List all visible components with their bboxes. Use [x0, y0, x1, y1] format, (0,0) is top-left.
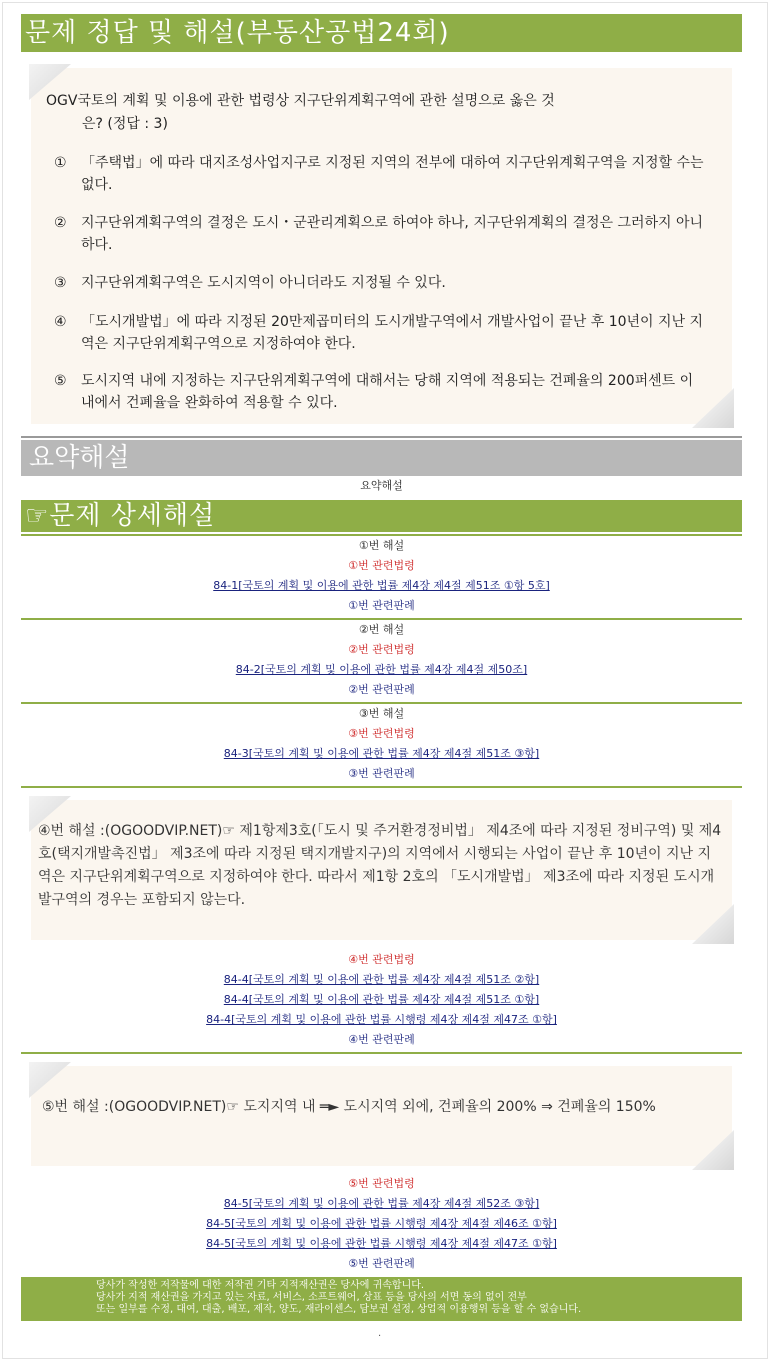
footer-line2: 당사가 지적 재산권을 가지고 있는 자료, 서비스, 소프트웨어, 상표 등을 당사의 서면 동의 없이 전부: [96, 1292, 527, 1303]
s2-law-link[interactable]: 84-2[국토의 계획 및 이용에 관한 법률 제4장 제4절 제50조]: [235, 663, 528, 676]
s1-law-title: ①번 관련법령: [348, 559, 415, 572]
copyright-footer: [21, 1277, 742, 1321]
summary-text: 요약해설: [360, 479, 403, 492]
option-1-number: ①: [54, 155, 67, 171]
section-divider: [21, 1052, 742, 1054]
footer-line3: 또는 일부를 수정, 대여, 대출, 배포, 제작, 양도, 재라이센스, 담보권 설정, 상업적 이용행위 등을 할 수 없습니다.: [96, 1304, 582, 1315]
s3-cases[interactable]: ③번 관련판례: [348, 767, 415, 780]
question-stem-line1: OGV국토의 계획 및 이용에 관한 법령상 지구단위계획구역에 관한 설명으로 옳은 것: [46, 93, 555, 109]
s1-title: ①번 해설: [358, 539, 405, 552]
s4-law-link[interactable]: 84-4[국토의 계획 및 이용에 관한 법률 제4장 제4절 제51조 ②항]: [223, 973, 540, 986]
s3-law-link[interactable]: 84-3[국토의 계획 및 이용에 관한 법률 제4장 제4절 제51조 ③항]: [223, 747, 540, 760]
option-1: [54, 152, 704, 196]
s3-law-title: ③번 관련법령: [348, 727, 415, 740]
bottom-dot: .: [378, 1328, 382, 1339]
option-4-number: ④: [54, 314, 67, 330]
question-stem: [46, 90, 696, 136]
s1-cases[interactable]: ①번 관련판례: [348, 599, 415, 612]
page-title: 문제 정답 및 해설(부동산공법24회): [21, 14, 742, 52]
summary-header: 요약해설: [21, 440, 742, 476]
s5-explanation: ⑤번 해설 :(OGOODVIP.NET)☞ 도지지역 내 ═► 도시지역 외에, 건폐율의 200% ⇒ 건폐율의 150%: [42, 1099, 656, 1115]
detail-header: ☞문제 상세해설: [21, 500, 742, 532]
s2-cases[interactable]: ②번 관련판례: [348, 683, 415, 696]
option-4: [54, 311, 704, 355]
s5-cases[interactable]: ⑤번 관련판례: [348, 1257, 415, 1270]
option-2-text: 지구단위계획구역의 결정은 도시・군관리계획으로 하여야 하나, 지구단위계획의 결정은 그러하지 아니하다.: [81, 215, 704, 253]
s4-law-title: ④번 관련법령: [348, 953, 415, 966]
option-3: [54, 272, 704, 294]
footer-line1: 당사가 작성한 저작물에 대한 저작권 기타 지적재산권은 당사에 귀속합니다.: [96, 1280, 425, 1291]
s5-law-link[interactable]: 84-5[국토의 계획 및 이용에 관한 법률 시행령 제4장 제4절 제47조 ①항]: [206, 1237, 557, 1250]
s5-law-link[interactable]: 84-5[국토의 계획 및 이용에 관한 법률 시행령 제4장 제4절 제46조 ①항]: [206, 1217, 557, 1230]
s2-law-title: ②번 관련법령: [348, 643, 415, 656]
s4-cases[interactable]: ④번 관련판례: [348, 1033, 415, 1046]
option-3-number: ③: [54, 275, 67, 291]
s5-law-title: ⑤번 관련법령: [348, 1177, 415, 1190]
option-5-number: ⑤: [54, 373, 67, 389]
summary-divider: [21, 436, 742, 438]
s3-title: ③번 해설: [358, 707, 405, 720]
s4-explanation: ④번 해설 :(OGOODVIP.NET)☞ 제1항제3호(「도시 및 주거환경정비법」 제4조에 따라 지정된 정비구역) 및 제4호(택지개발촉진법」 제3조에 따라 지정된 택지개발지구)의 지역에서 시행되는 사업이 끝난 후 10년이 지난 지역은 지구단위계획구역으로 지정하여야 한다. 따라서 제1항 2호의 「도시개발법」 제3조에 따라 지정된 도시개발구역의 경우는 포함되지 않는다.: [38, 823, 722, 908]
option-1-text: 「주택법」에 따라 대지조성사업지구로 지정된 지역의 전부에 대하여 지구단위계획구역을 지정할 수는 없다.: [81, 155, 704, 193]
section-divider: [21, 786, 742, 788]
s1-law-link[interactable]: 84-1[국토의 계획 및 이용에 관한 법률 제4장 제4절 제51조 ①항 5호]: [213, 579, 550, 592]
option-5: [54, 370, 704, 414]
option-3-text: 지구단위계획구역은 도시지역이 아니더라도 지정될 수 있다.: [81, 275, 446, 291]
s2-title: ②번 해설: [358, 623, 405, 636]
option-2: [54, 212, 704, 256]
s4-law-link[interactable]: 84-4[국토의 계획 및 이용에 관한 법률 제4장 제4절 제51조 ①항]: [223, 993, 540, 1006]
question-stem-line2: 은? (정답 : 3): [82, 116, 168, 132]
s4-law-link[interactable]: 84-4[국토의 계획 및 이용에 관한 법률 시행령 제4장 제4절 제47조 ①항]: [206, 1013, 557, 1026]
option-2-number: ②: [54, 215, 67, 231]
option-4-text: 「도시개발법」에 따라 지정된 20만제곱미터의 도시개발구역에서 개발사업이 끝난 후 10년이 지난 지역은 지구단위계획구역으로 지정하여야 한다.: [81, 314, 704, 352]
option-5-text: 도시지역 내에 지정하는 지구단위계획구역에 대해서는 당해 지역에 적용되는 건폐율의 200퍼센트 이내에서 건폐율을 완화하여 적용할 수 있다.: [81, 373, 694, 411]
s5-law-link[interactable]: 84-5[국토의 계획 및 이용에 관한 법률 제4장 제4절 제52조 ③항]: [223, 1197, 540, 1210]
